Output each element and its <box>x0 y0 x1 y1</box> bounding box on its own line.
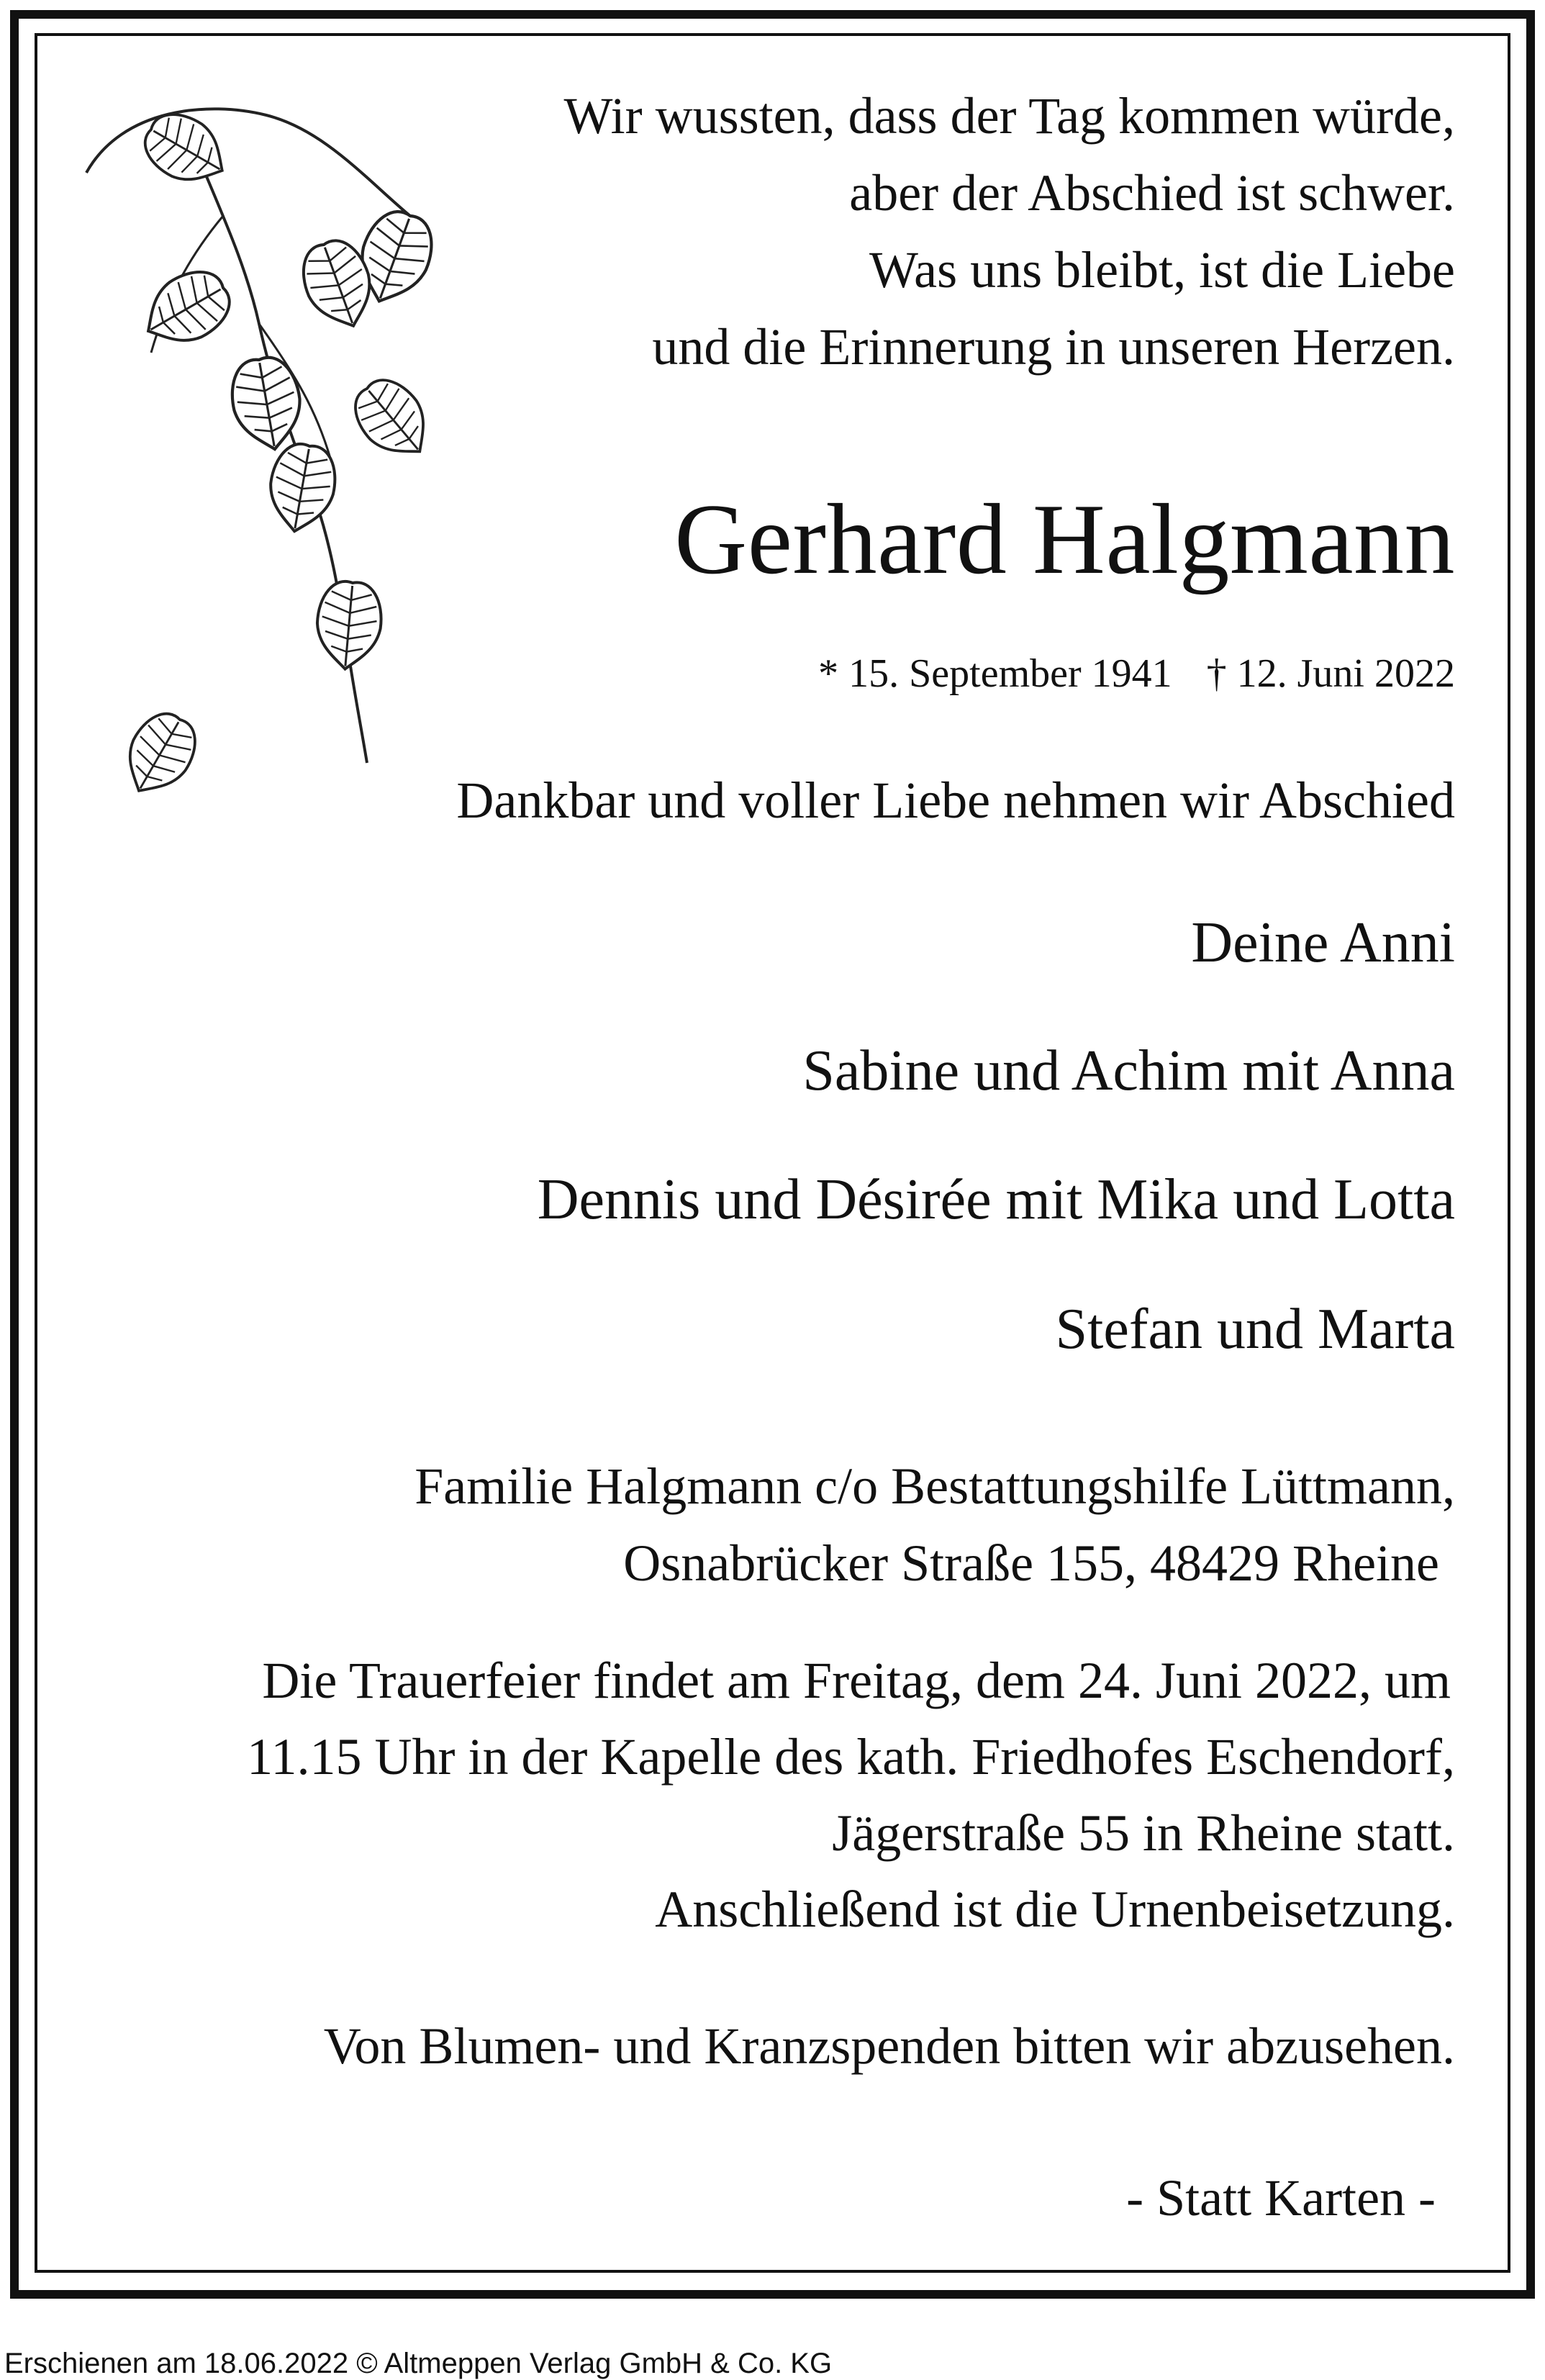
poem-line: und die Erinnerung in unseren Herzen. <box>652 318 1455 376</box>
birch-branch-illustration <box>79 86 511 907</box>
death-date: † 12. Juni 2022 <box>1206 651 1455 696</box>
ceremony-line: Anschließend ist die Urnenbeisetzung. <box>655 1881 1455 1938</box>
flowers-note: Von Blumen- und Kranzspenden bitten wir abzusehen. <box>323 2017 1455 2075</box>
deceased-name: Gerhard Halgmann <box>674 484 1455 595</box>
farewell-line: Dankbar und voller Liebe nehmen wir Abschied <box>456 772 1455 829</box>
mourner-line: Deine Anni <box>1191 911 1455 974</box>
ceremony-line: Die Trauerfeier findet am Freitag, dem 24. Juni 2022, um <box>262 1652 1451 1709</box>
poem-line: aber der Abschied ist schwer. <box>849 164 1455 222</box>
contact-address <box>414 1448 1455 1602</box>
poem-line: Wir wussten, dass der Tag kommen würde, <box>563 87 1455 145</box>
address-line: Familie Halgmann c/o Bestattungshilfe Lüttmann, <box>414 1457 1455 1515</box>
ceremony-line: Jägerstraße 55 in Rheine statt. <box>832 1804 1455 1862</box>
poem-line: Was uns bleibt, ist die Liebe <box>869 241 1455 299</box>
mourner-line: Dennis und Désirée mit Mika und Lotta <box>537 1168 1455 1231</box>
statt-karten: - Statt Karten - <box>1126 2169 1436 2227</box>
mourner-line: Sabine und Achim mit Anna <box>802 1039 1455 1103</box>
address-line: Osnabrücker Straße 155, 48429 Rheine <box>623 1534 1439 1592</box>
birth-date: * 15. September 1941 <box>818 651 1172 696</box>
ceremony-line: 11.15 Uhr in der Kapelle des kath. Friedhofes Eschendorf, <box>247 1728 1455 1786</box>
publication-footer: Erschienen am 18.06.2022 © Altmeppen Verlag GmbH & Co. KG <box>4 2348 833 2379</box>
mourner-line: Stefan und Marta <box>1055 1298 1455 1361</box>
life-dates <box>818 653 1455 694</box>
ceremony-details <box>247 1642 1455 1947</box>
poem <box>564 78 1455 386</box>
